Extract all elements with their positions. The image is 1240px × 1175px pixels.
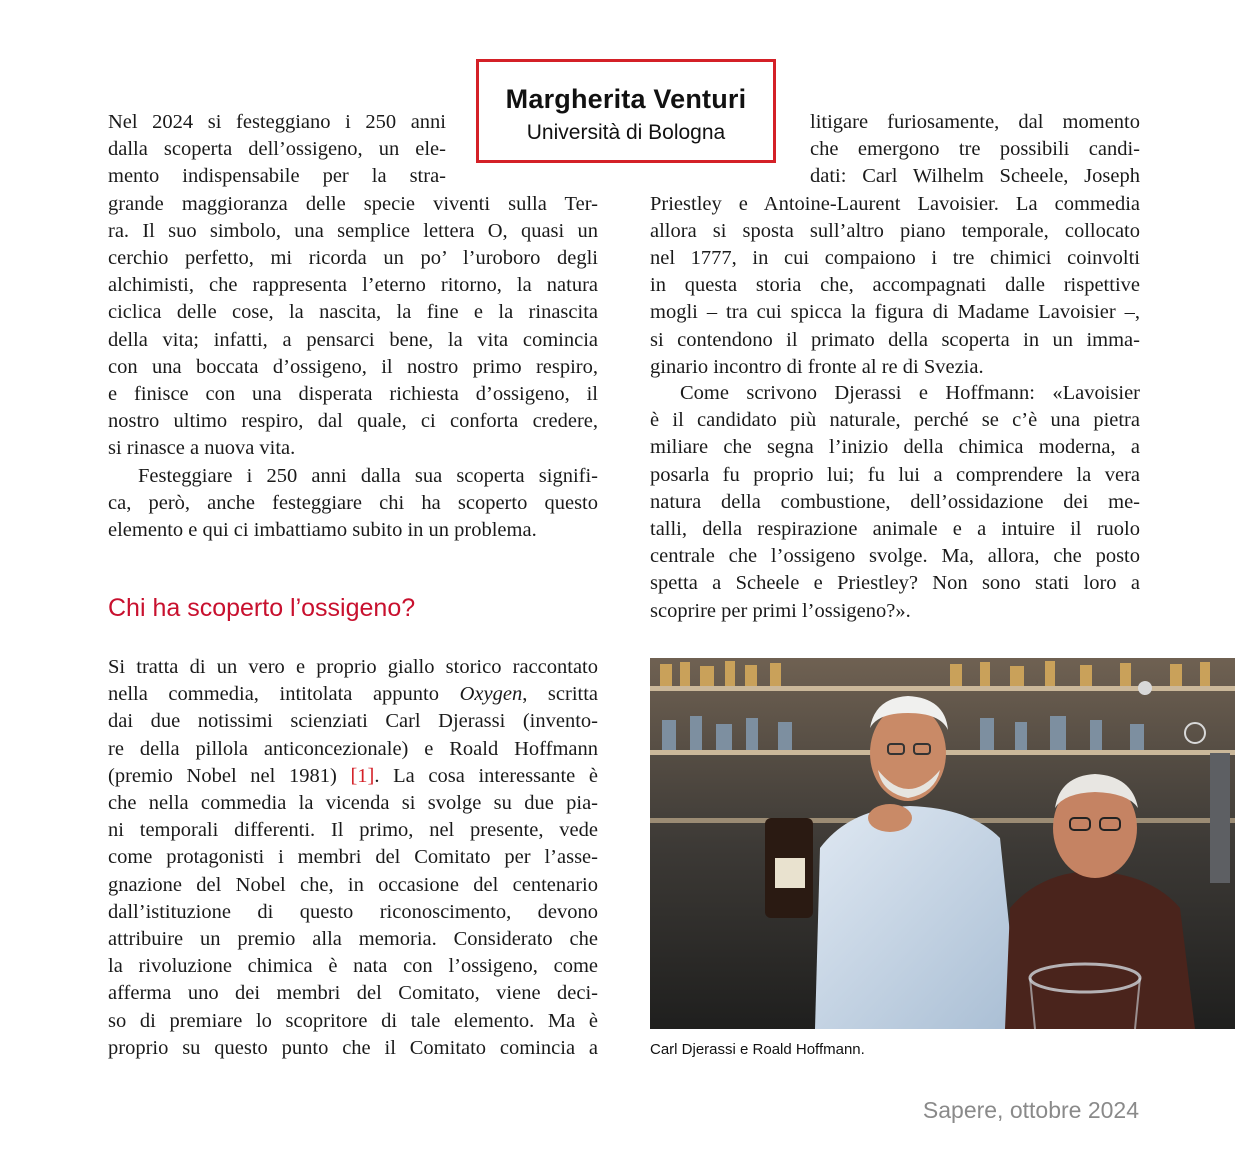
text-line: della vita; infatti, a pensarci bene, la vita comincia	[108, 328, 598, 351]
text-line: dati: Carl Wilhelm Scheele, Joseph	[810, 165, 1140, 188]
text-line: nel 1777, in cui compaiono i tre chimici coinvolti	[650, 247, 1140, 269]
text-line: litigare furiosamente, dal momento	[810, 111, 1140, 133]
text-segment: nella commedia, intitolata appunto	[108, 683, 460, 706]
text-line: nostro ultimo respiro, dal quale, ci conforta credere,	[108, 410, 598, 433]
page-footer: Sapere, ottobre 2024	[922, 1097, 1139, 1123]
text-line: ginario incontro di fronte al re di Svezia.	[650, 355, 984, 378]
text-line: so di premiare lo scopritore di tale elemento. Ma è	[108, 1009, 598, 1032]
text-line: è il candidato più naturale, perché se c’è una pietra	[650, 409, 1140, 432]
text-segment: , scritta	[522, 683, 598, 706]
text-line: si contendono il primato della scoperta in un imma-	[650, 328, 1140, 351]
text-line	[108, 763, 598, 790]
left-paragraph-1	[108, 109, 446, 191]
text-segment: . La cosa interessante è	[374, 764, 598, 787]
author-name: Margherita Venturi	[505, 84, 747, 114]
section-heading: Chi ha scoperto l’ossigeno?	[108, 594, 416, 622]
text-line: che nella commedia la vicenda si svolge su due pia-	[108, 792, 598, 815]
text-line: elemento e qui ci imbattiamo subito in un problema.	[108, 519, 537, 541]
text-line: in questa storia che, accompagnati dalle rispettive	[650, 274, 1140, 297]
text-line: mogli – tra cui spicca la figura di Madame Lavoisier –,	[650, 301, 1140, 324]
text-line: centrale che l’ossigeno svolge. Ma, allora, che posto	[650, 545, 1140, 568]
text-line: gnazione del Nobel che, in occasione del centenario	[108, 873, 598, 896]
text-line: ca, però, anche festeggiare chi ha scoperto questo	[108, 491, 598, 514]
text-line: la rivoluzione chimica è nata con l’ossigeno, come	[108, 955, 598, 978]
text-line: allora si sposta sull’altro piano temporale, collocato	[650, 219, 1140, 242]
text-line: come protagonisti i membri del Comitato per l’asse-	[108, 846, 598, 869]
text-line	[108, 681, 598, 708]
text-line: dall’istituzione di questo riconoscimento, devono	[108, 900, 598, 923]
text-segment: (premio Nobel nel 1981)	[108, 764, 351, 787]
text-line: ni temporali differenti. Il primo, nel presente, vede	[108, 819, 598, 842]
text-line: si rinasce a nuova vita.	[108, 437, 296, 460]
text-line: dai due notissimi scienziati Carl Djerassi (invento-	[108, 710, 598, 733]
text-line: Nel 2024 si festeggiano i 250 anni	[108, 111, 446, 133]
left-paragraph-1-cont	[108, 191, 598, 463]
text-line: alchimisti, che rappresenta l’eterno ritorno, la natura	[108, 274, 598, 297]
text-line: ciclica delle cose, la nascita, la fine e la rinascita	[108, 301, 598, 324]
text-line: dalla scoperta dell’ossigeno, un ele-	[108, 138, 446, 161]
left-paragraph-3	[108, 654, 598, 1062]
text-line: posarla fu proprio lui; fu lui a comprendere la vera	[650, 463, 1140, 486]
text-line: proprio su questo punto che il Comitato comincia a	[108, 1036, 598, 1059]
photo-illustration	[650, 658, 1235, 1029]
text-line: Priestley e Antoine-Laurent Lavoisier. La commedia	[650, 192, 1140, 215]
author-box	[476, 59, 776, 163]
reference-link[interactable]: [1]	[350, 764, 375, 787]
text-line: Si tratta di un vero e proprio giallo storico raccontato	[108, 656, 598, 678]
right-paragraph-1-cont	[650, 191, 1140, 381]
text-line: afferma uno dei membri del Comitato, viene deci-	[108, 982, 598, 1005]
left-paragraph-2	[108, 463, 598, 545]
text-line: grande maggioranza delle specie viventi sulla Ter-	[108, 192, 598, 215]
right-paragraph-1	[810, 109, 1140, 191]
text-line: natura della combustione, dell’ossidazione dei me-	[650, 490, 1140, 513]
text-line: re della pillola anticoncezionale) e Roald Hoffmann	[108, 737, 598, 760]
text-line: spetta a Scheele e Priestley? Non sono stati loro a	[650, 572, 1140, 595]
text-line: con una boccata d’ossigeno, il nostro primo respiro,	[108, 355, 598, 378]
author-affiliation: Università di Bologna	[526, 121, 726, 144]
text-line: Come scrivono Djerassi e Hoffmann: «Lavoisier	[680, 382, 1140, 404]
scientists-photo	[650, 658, 1235, 1029]
text-line: mento indispensabile per la stra-	[108, 165, 446, 188]
text-line: e finisce con una disperata richiesta d’ossigeno, il	[108, 383, 598, 406]
photo-caption: Carl Djerassi e Roald Hoffmann.	[650, 1041, 865, 1058]
text-line: talli, della respirazione animale e a intuire il ruolo	[650, 518, 1140, 541]
play-title: Oxygen	[459, 683, 523, 706]
text-line: ra. Il suo simbolo, una semplice lettera O, quasi un	[108, 219, 598, 242]
text-line: attribuire un premio alla memoria. Considerato che	[108, 928, 598, 951]
text-line: Festeggiare i 250 anni dalla sua scoperta signifi-	[138, 464, 598, 487]
text-line: che emergono tre possibili candi-	[810, 138, 1140, 161]
text-line: scoprire per primi l’ossigeno?».	[650, 599, 911, 622]
text-line: miliare che segna l’inizio della chimica moderna, a	[650, 436, 1140, 459]
text-line: cerchio perfetto, mi ricorda un po’ l’uroboro degli	[108, 247, 598, 269]
right-paragraph-2	[650, 380, 1140, 625]
